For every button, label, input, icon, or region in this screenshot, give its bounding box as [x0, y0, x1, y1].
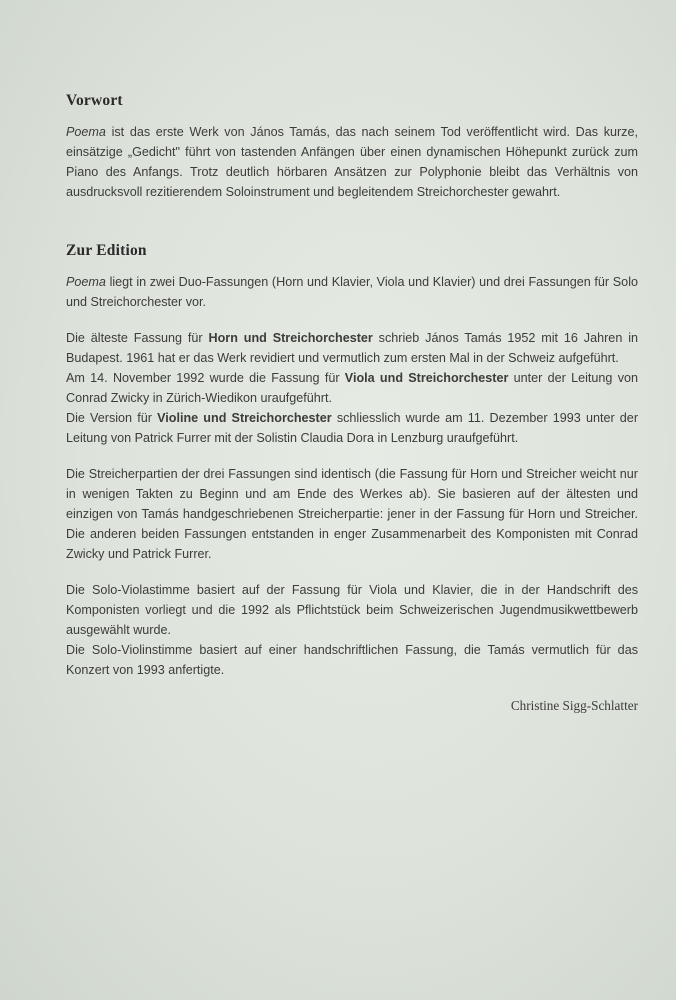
vorwort-text: ist das erste Werk von János Tamás, das nach seinem Tod veröffentlicht wird. Das kurze, einsätzige „Gedicht" führt von tastenden Anfängen über einen dynamischen Höhepunkt zurück zum Piano des Anfangs. Trotz deutlich hörbaren Ansätzen zur Polyphonie bleibt das Verhältnis von ausdrucksvoll rezitierendem Soloinstrument und begleitendem Streichorchester gewahrt.: [66, 125, 638, 199]
document-page: [66, 92, 638, 716]
edition-paragraph-solo-parts: [66, 580, 638, 680]
vorwort-paragraph: [66, 122, 638, 202]
violin-version-title: Violine und Streichorchester: [157, 411, 332, 425]
horn-version-text-b: schrieb János Tamás 1952 mit 16 Jahren in Budapest. 1961 hat er das Werk revidiert und vermutlich zum ersten Mal in der Schweiz aufgeführt.: [66, 331, 638, 365]
violin-version-text-b: schliesslich wurde am 11. Dezember 1993 unter der Leitung von Patrick Furrer mit der Solistin Claudia Dora in Lenzburg uraufgeführt.: [66, 411, 639, 445]
vorwort-heading: Vorwort: [66, 92, 123, 109]
horn-version-title: Horn und Streichorchester: [208, 331, 373, 345]
violin-part-text: Die Solo-Violinstimme basiert auf einer handschriftlichen Fassung, die Tamás vermutlich für das Konzert von 1993 anfertigte.: [66, 643, 638, 677]
vorwort-section: [66, 92, 638, 202]
edition-heading: Zur Edition: [66, 242, 147, 259]
edition-paragraph-string-parts: Die Streicherpartien der drei Fassungen sind identisch (die Fassung für Horn und Streicher weicht nur in wenigen Takten zu Beginn und am Ende des Werkes ab). Sie basieren auf der ältesten und einzigen von Tamás handgeschriebenen Streicherpartie: jener in der Fassung für Horn und Streicher. Die anderen beiden Fassungen entstanden in enger Zusammenarbeit des Komponisten mit Conrad Zwicky und Patrick Furrer.: [66, 467, 638, 561]
work-title: Poema: [66, 125, 106, 139]
horn-version-text-a: Die älteste Fassung für: [66, 331, 209, 345]
edition-paragraph-versions: [66, 328, 638, 448]
work-title: Poema: [66, 275, 106, 289]
viola-part-text: Die Solo-Violastimme basiert auf der Fassung für Viola und Klavier, die in der Handschrift des Komponisten vorliegt und die 1992 als Pflichtstück beim Schweizerischen Jugendmusikwettbewerb ausgewählt wurde.: [66, 583, 638, 637]
violin-version-text-a: Die Version für: [66, 411, 158, 425]
edition-section: [66, 242, 638, 716]
signature: Christine Sigg-Schlatter: [510, 698, 638, 713]
edition-intro-text: liegt in zwei Duo-Fassungen (Horn und Klavier, Viola und Klavier) und drei Fassungen für Solo und Streichorchester vor.: [66, 275, 638, 309]
viola-version-text-a: Am 14. November 1992 wurde die Fassung für: [66, 371, 345, 385]
viola-version-title: Viola und Streichorchester: [344, 371, 509, 385]
viola-version-text-b: unter der Leitung von Conrad Zwicky in Zürich-Wiedikon uraufgeführt.: [66, 371, 639, 405]
edition-paragraph-intro: [66, 272, 638, 312]
